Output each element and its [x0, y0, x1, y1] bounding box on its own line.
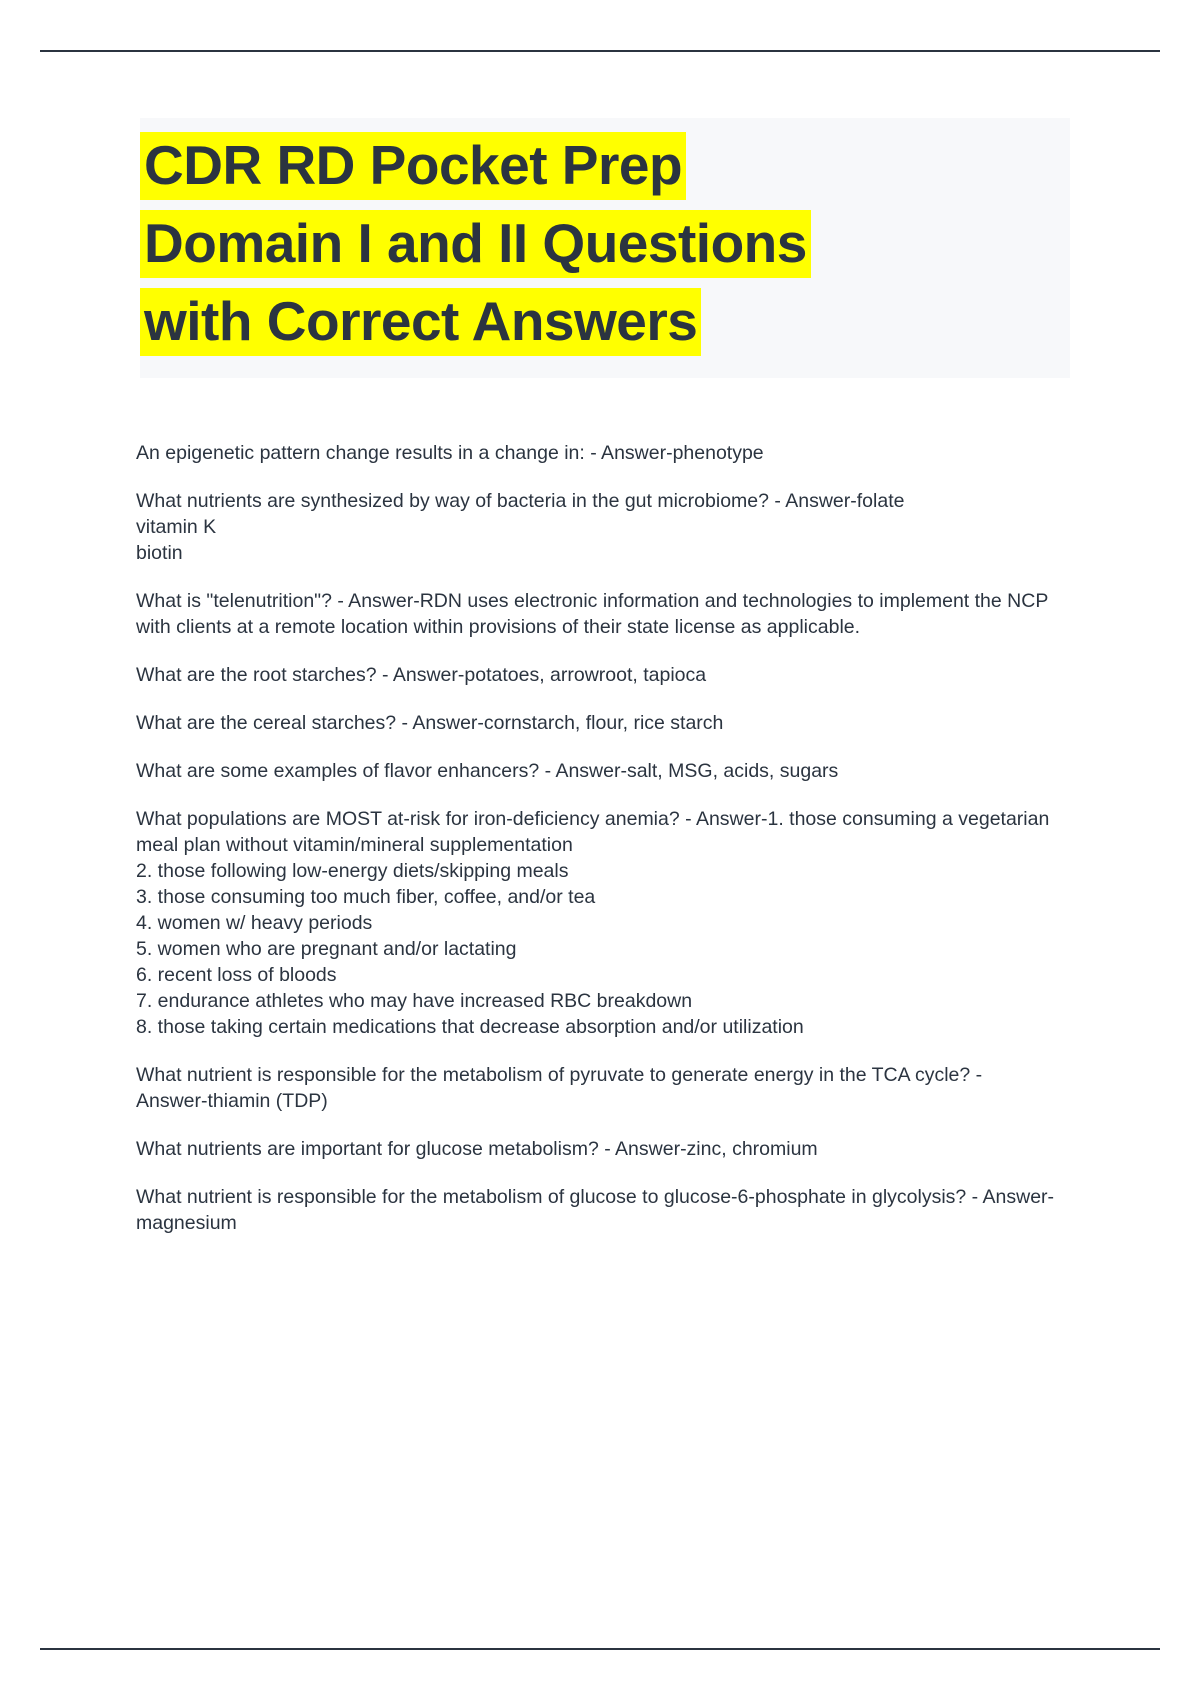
footer-divider — [40, 1648, 1160, 1650]
qa-line: 2. those following low-energy diets/skipping meals — [136, 860, 569, 882]
title-line-2 — [140, 204, 1070, 282]
qa-line: 8. those taking certain medications that decrease absorption and/or utilization — [136, 1016, 804, 1038]
title-line-3-text: with Correct Answers — [140, 288, 701, 356]
title-line-2-text: Domain I and II Questions — [140, 210, 811, 278]
title-line-3 — [140, 282, 1070, 360]
qa-line: What are some examples of flavor enhancers? - Answer-salt, MSG, acids, sugars — [136, 760, 839, 782]
qa-line: What are the root starches? - Answer-potatoes, arrowroot, tapioca — [136, 664, 707, 686]
qa-line: 7. endurance athletes who may have increased RBC breakdown — [136, 990, 693, 1012]
qa-line: 6. recent loss of bloods — [136, 964, 337, 986]
qa-line: What populations are MOST at-risk for iron-deficiency anemia? - Answer-1. those consuming a vegetarian meal plan without vitamin/mineral supplementation — [136, 808, 1050, 856]
qa-line: An epigenetic pattern change results in a change in: - Answer-phenotype — [136, 442, 764, 464]
qa-entry — [136, 1062, 1056, 1114]
qa-list — [136, 440, 1056, 1236]
qa-entry — [136, 710, 1056, 736]
qa-line: What nutrient is responsible for the metabolism of pyruvate to generate energy in the TCA cycle? - Answer-thiamin (TDP) — [136, 1064, 983, 1112]
qa-entry — [136, 588, 1056, 640]
qa-entry — [136, 440, 1056, 466]
qa-line: What are the cereal starches? - Answer-cornstarch, flour, rice starch — [136, 712, 724, 734]
qa-entry — [136, 662, 1056, 688]
header-divider — [40, 50, 1160, 52]
qa-entry — [136, 806, 1056, 1040]
qa-line: 4. women w/ heavy periods — [136, 912, 373, 934]
page-title — [140, 118, 1070, 378]
qa-line: What nutrients are important for glucose metabolism? - Answer-zinc, chromium — [136, 1138, 818, 1160]
qa-line: What nutrients are synthesized by way of bacteria in the gut microbiome? - Answer-folate — [136, 490, 905, 512]
title-line-1 — [140, 126, 1070, 204]
qa-entry — [136, 1136, 1056, 1162]
qa-line: 3. those consuming too much fiber, coffee, and/or tea — [136, 886, 596, 908]
qa-entry — [136, 488, 1056, 566]
title-line-1-text: CDR RD Pocket Prep — [140, 132, 686, 200]
qa-line: biotin — [136, 542, 183, 564]
qa-entry — [136, 1184, 1056, 1236]
qa-entry — [136, 758, 1056, 784]
qa-line: vitamin K — [136, 516, 217, 538]
qa-line: What nutrient is responsible for the metabolism of glucose to glucose-6-phosphate in glycolysis? - Answer-magnesium — [136, 1186, 1055, 1234]
qa-line: What is "telenutrition"? - Answer-RDN uses electronic information and technologies to implement the NCP with clients at a remote location within provisions of their state license as applicable. — [136, 590, 1048, 638]
qa-line: 5. women who are pregnant and/or lactating — [136, 938, 517, 960]
